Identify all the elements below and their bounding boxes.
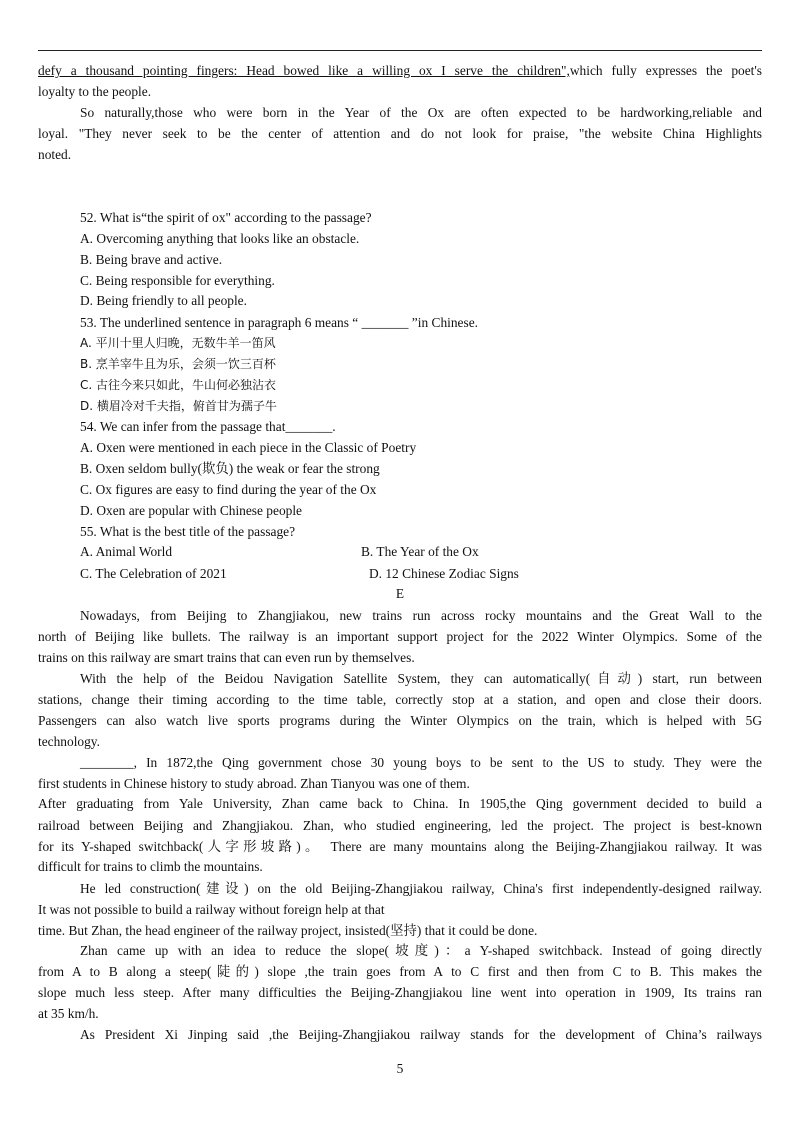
passage-e-p1-line-2: north of Beijing like bullets. The railway is an important support project for the 2022 Winter Olympics. Some of the [38,629,762,644]
q52-option-c: C. Being responsible for everything. [80,273,275,288]
passage-e-p2-line-3: Passengers can also watch live sports programs during the Winter Olympics on the train, which is helped with 5G [38,713,762,728]
question-55-stem: 55. What is the best title of the passage? [80,524,296,539]
passage-e-p6-line-4: at 35 km/h. [38,1006,99,1021]
passage-e-p1-line-1: Nowadays, from Beijing to Zhangjiakou, new trains run across rocky mountains and the Great Wall to the [80,608,762,623]
passage-e-p7-line-1: As President Xi Jinping said ,the Beijing-Zhangjiakou railway stands for the development of China’s railways [80,1027,762,1042]
q55-option-a: A. Animal World [80,544,173,559]
passage-e-p5-line-3: time. But Zhan, the head engineer of the railway project, insisted(坚持) that it could be done. [38,923,538,938]
passage-e-p5-line-1: He led construction(建设) on the old Beijing-Zhangjiakou railway, China's first independently-designed railway. [80,881,762,896]
q54-option-d: D. Oxen are popular with Chinese people [80,503,302,518]
passage-e-p3-line-2: first students in Chinese history to study abroad. Zhan Tianyou was one of them. [38,776,470,791]
underlined-quote: defy a thousand pointing fingers: Head bowed like a willing ox I serve the children", [38,63,570,78]
question-54-stem: 54. We can infer from the passage that_______. [80,419,336,434]
q55-option-d: D. 12 Chinese Zodiac Signs [369,566,519,581]
q53-option-d: D. 横眉冷对千夫指，俯首甘为孺子牛 [80,399,277,413]
q55-option-b: B. The Year of the Ox [361,544,479,559]
q52-option-a: A. Overcoming anything that looks like an obstacle. [80,231,360,246]
para-top-line-2: loyalty to the people. [38,84,152,99]
para-top-line-1: defy a thousand pointing fingers: Head bowed like a willing ox I serve the children",which fully expresses the poet's [38,63,763,78]
q53-option-c: C. 古往今来只如此，牛山何必独沾衣 [80,378,277,392]
passage-e-p6-line-2: from A to B along a steep(陡的) slope ,the train goes from A to C first and then from C to B. This makes the [38,964,762,979]
question-52-stem: 52. What is“the spirit of ox" according to the passage? [80,210,372,225]
q52-option-d: D. Being friendly to all people. [80,293,247,308]
q54-option-c: C. Ox figures are easy to find during the year of the Ox [80,482,377,497]
q54-option-a: A. Oxen were mentioned in each piece in the Classic of Poetry [80,440,417,455]
para-ox-line-1: So naturally,those who were born in the Year of the Ox are often expected to be hardworking,reliable and [80,105,762,120]
para-ox-line-3: noted. [38,147,72,162]
passage-e-p6-line-3: slope much less steep. After many difficulties the Beijing-Zhangjiakou line went into operation in 1909, Its trains ran [38,985,762,1000]
passage-e-p4-line-1: After graduating from Yale University, Zhan came back to China. In 1905,the Qing government decided to build a [38,796,762,811]
para-ox-line-2: loyal. "They never seek to be the center of attention and do not look for praise, "the website China Highlights [38,126,762,141]
passage-e-p6-line-1: Zhan came up with an idea to reduce the slope(坡度)：a Y-shaped switchback. Instead of going directly [80,943,762,958]
passage-e-p2-line-4: technology. [38,734,100,749]
q53-option-b: B. 烹羊宰牛且为乐，会须一饮三百杯 [80,357,276,371]
question-53-stem: 53. The underlined sentence in paragraph 6 means “ _______ ”in Chinese. [80,315,479,330]
passage-e-p2-line-2: stations, change their timing according to the time table, correctly stop at a station, and open and close their doors. [38,692,762,707]
q52-option-b: B. Being brave and active. [80,252,223,267]
q55-option-c: C. The Celebration of 2021 [80,566,227,581]
passage-e-p1-line-3: trains on this railway are smart trains that can even run by themselves. [38,650,415,665]
passage-e-p4-line-3: for its Y-shaped switchback(人字形坡路)。 There are many mountains along the Beijing-Zhangjiakou railway. It was [38,839,762,854]
q54-option-b: B. Oxen seldom bully(欺负) the weak or fear the strong [80,461,380,476]
page-number: 5 [396,1061,404,1076]
passage-e-p3-line-1: ________, In 1872,the Qing government chose 30 young boys to be sent to the US to study. They were the [80,755,762,770]
q53-option-a: A. 平川十里人归晚，无数牛羊一笛风 [80,336,276,350]
passage-e-p5-line-2: It was not possible to build a railway without foreign help at that [38,902,385,917]
passage-e-p4-line-4: difficult for trains to climb the mountains. [38,859,263,874]
header-rule [38,50,762,51]
passage-e-p4-line-2: railroad between Beijing and Zhangjiakou. Zhan, who studied engineering, led the project. The project is best-known [38,818,762,833]
passage-e-p2-line-1: With the help of the Beidou Navigation Satellite System, they can automatically(自动) start, run between [80,671,762,686]
section-heading-e: E [395,586,405,601]
